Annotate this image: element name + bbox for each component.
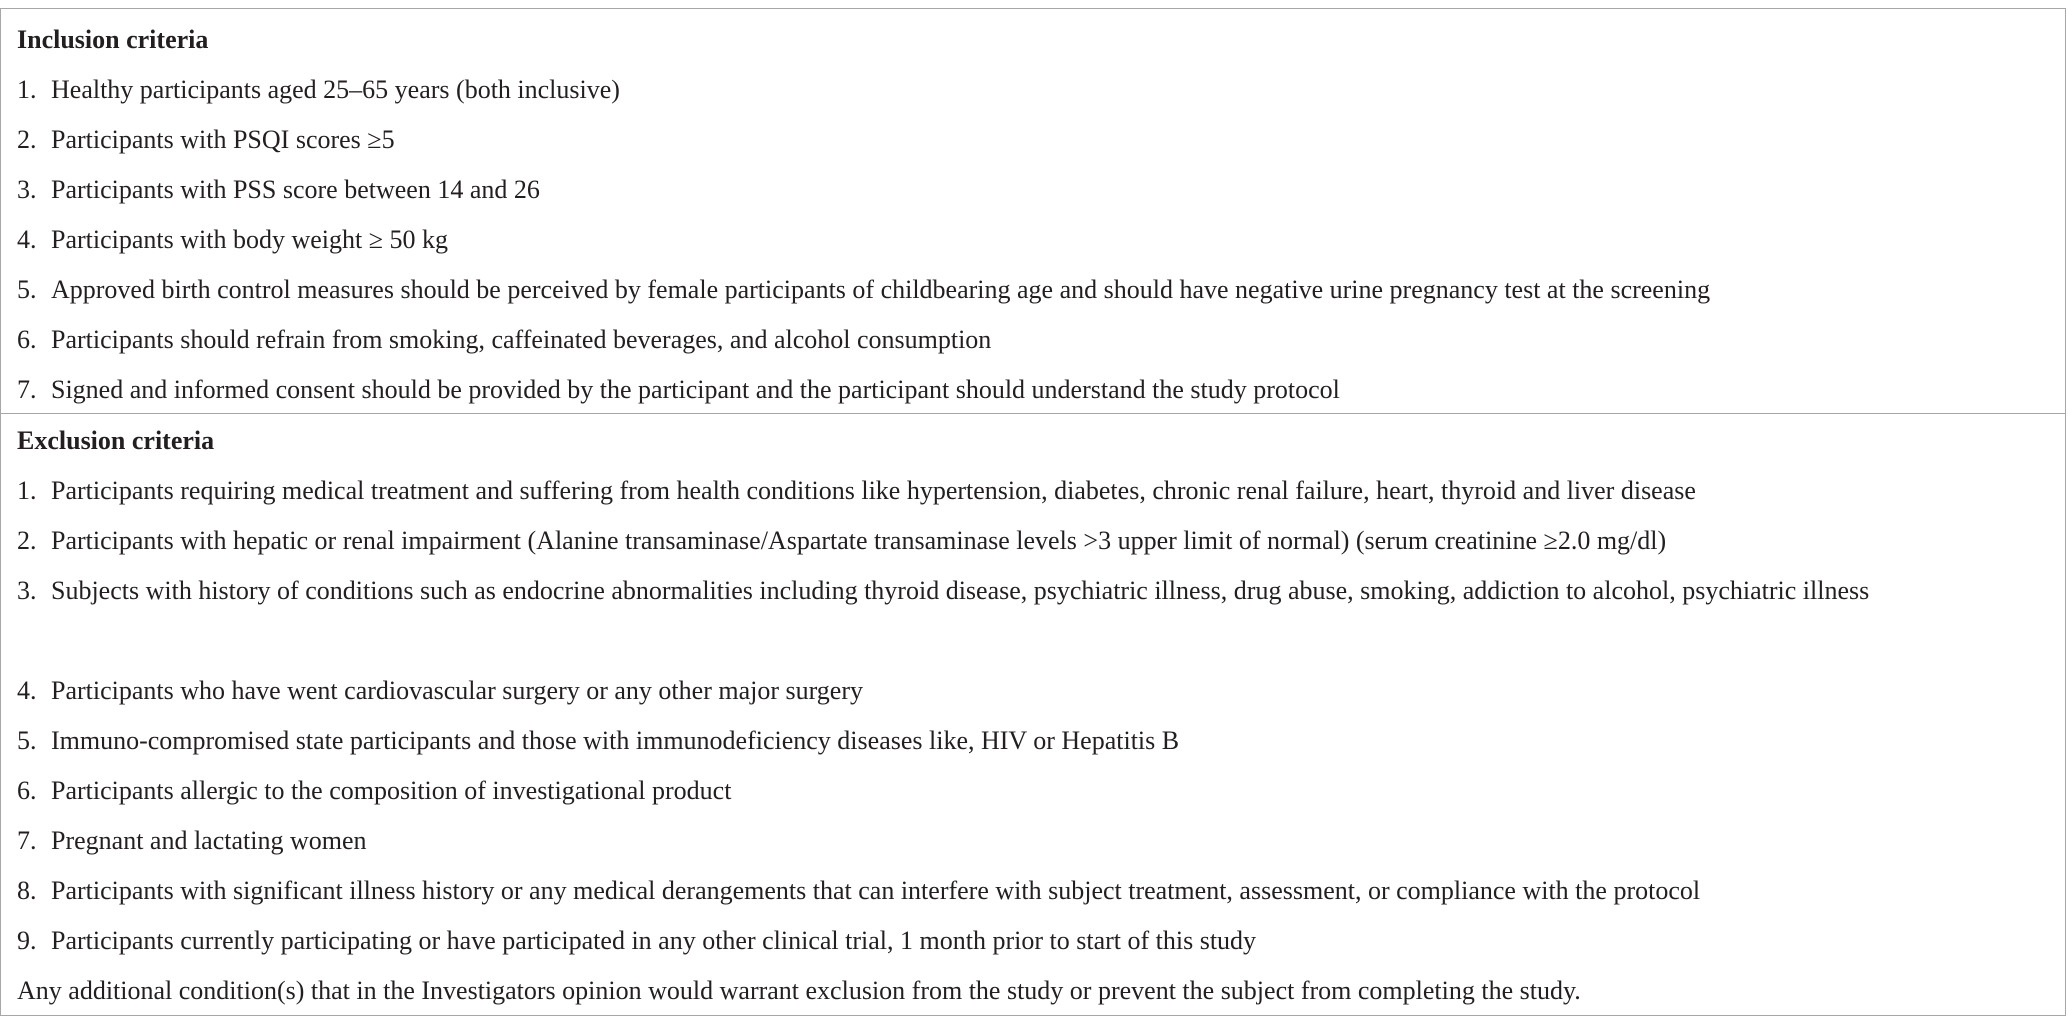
exclusion-item-3 xyxy=(17,566,2055,616)
item-number: 1. xyxy=(17,75,37,104)
inclusion-item-1 xyxy=(17,75,2055,105)
item-number: 6. xyxy=(17,325,37,354)
inclusion-item-5 xyxy=(17,275,2055,305)
item-text: Pregnant and lactating women xyxy=(51,826,367,855)
inclusion-item-3 xyxy=(17,175,2055,205)
inclusion-item-2 xyxy=(17,125,2055,155)
item-number: 7. xyxy=(17,375,37,404)
exclusion-item-6 xyxy=(17,776,2055,806)
exclusion-item-1 xyxy=(17,476,2055,506)
criteria-table xyxy=(0,8,2066,1016)
exclusion-item-4 xyxy=(17,676,2055,706)
item-number: 8. xyxy=(17,876,37,905)
item-text: Participants with significant illness history or any medical derangements that can interfere with subject treatment, assessment, or compliance with the protocol xyxy=(51,876,1701,905)
exclusion-item-7 xyxy=(17,826,2055,856)
inclusion-item-6 xyxy=(17,325,2055,355)
exclusion-item-8 xyxy=(17,876,2055,906)
item-text: Healthy participants aged 25–65 years (both inclusive) xyxy=(51,75,620,104)
item-text: Participants should refrain from smoking, caffeinated beverages, and alcohol consumption xyxy=(51,325,992,354)
additional-condition-note: Any additional condition(s) that in the Investigators opinion would warrant exclusion from the study or prevent the subject from completing the study. xyxy=(17,976,1581,1005)
item-text: Signed and informed consent should be provided by the participant and the participant should understand the study protocol xyxy=(51,375,1340,404)
item-text: Participants who have went cardiovascular surgery or any other major surgery xyxy=(51,676,864,705)
item-text: Participants requiring medical treatment and suffering from health conditions like hypertension, diabetes, chronic renal failure, heart, thyroid and liver disease xyxy=(51,476,1696,505)
item-text: Participants with PSQI scores ≥5 xyxy=(51,125,395,154)
item-number: 2. xyxy=(17,125,37,154)
exclusion-criteria-section xyxy=(1,414,2065,1015)
item-text: Participants with PSS score between 14 and 26 xyxy=(51,175,540,204)
item-number: 7. xyxy=(17,826,37,855)
exclusion-criteria-heading: Exclusion criteria xyxy=(17,426,215,455)
item-number: 3. xyxy=(17,175,37,204)
item-number: 3. xyxy=(17,576,37,605)
item-number: 4. xyxy=(17,676,37,705)
item-text: Immuno-compromised state participants and those with immunodeficiency diseases like, HIV or Hepatitis B xyxy=(51,726,1180,755)
item-text: Participants currently participating or have participated in any other clinical trial, 1 month prior to start of this study xyxy=(51,926,1257,955)
item-text: Approved birth control measures should be perceived by female participants of childbearing age and should have negative urine pregnancy test at the screening xyxy=(51,275,1711,304)
item-number: 5. xyxy=(17,275,37,304)
item-number: 5. xyxy=(17,726,37,755)
item-number: 9. xyxy=(17,926,37,955)
item-number: 2. xyxy=(17,526,37,555)
exclusion-item-2 xyxy=(17,526,2055,556)
item-text: Subjects with history of conditions such as endocrine abnormalities including thyroid disease, psychiatric illness, drug abuse, smoking, addiction to alcohol, psychiatric illness xyxy=(51,576,1870,605)
inclusion-item-4 xyxy=(17,225,2055,255)
inclusion-criteria-section xyxy=(1,9,2065,414)
item-number: 4. xyxy=(17,225,37,254)
item-text: Participants allergic to the composition of investigational product xyxy=(51,776,732,805)
item-text: Participants with hepatic or renal impairment (Alanine transaminase/Aspartate transaminase levels >3 upper limit of normal) (serum creatinine ≥2.0 mg/dl) xyxy=(51,526,1667,555)
item-number: 6. xyxy=(17,776,37,805)
exclusion-item-9 xyxy=(17,926,2055,956)
inclusion-criteria-heading: Inclusion criteria xyxy=(17,25,209,54)
item-text: Participants with body weight ≥ 50 kg xyxy=(51,225,449,254)
inclusion-item-7 xyxy=(17,375,2055,405)
item-number: 1. xyxy=(17,476,37,505)
exclusion-item-5 xyxy=(17,726,2055,756)
